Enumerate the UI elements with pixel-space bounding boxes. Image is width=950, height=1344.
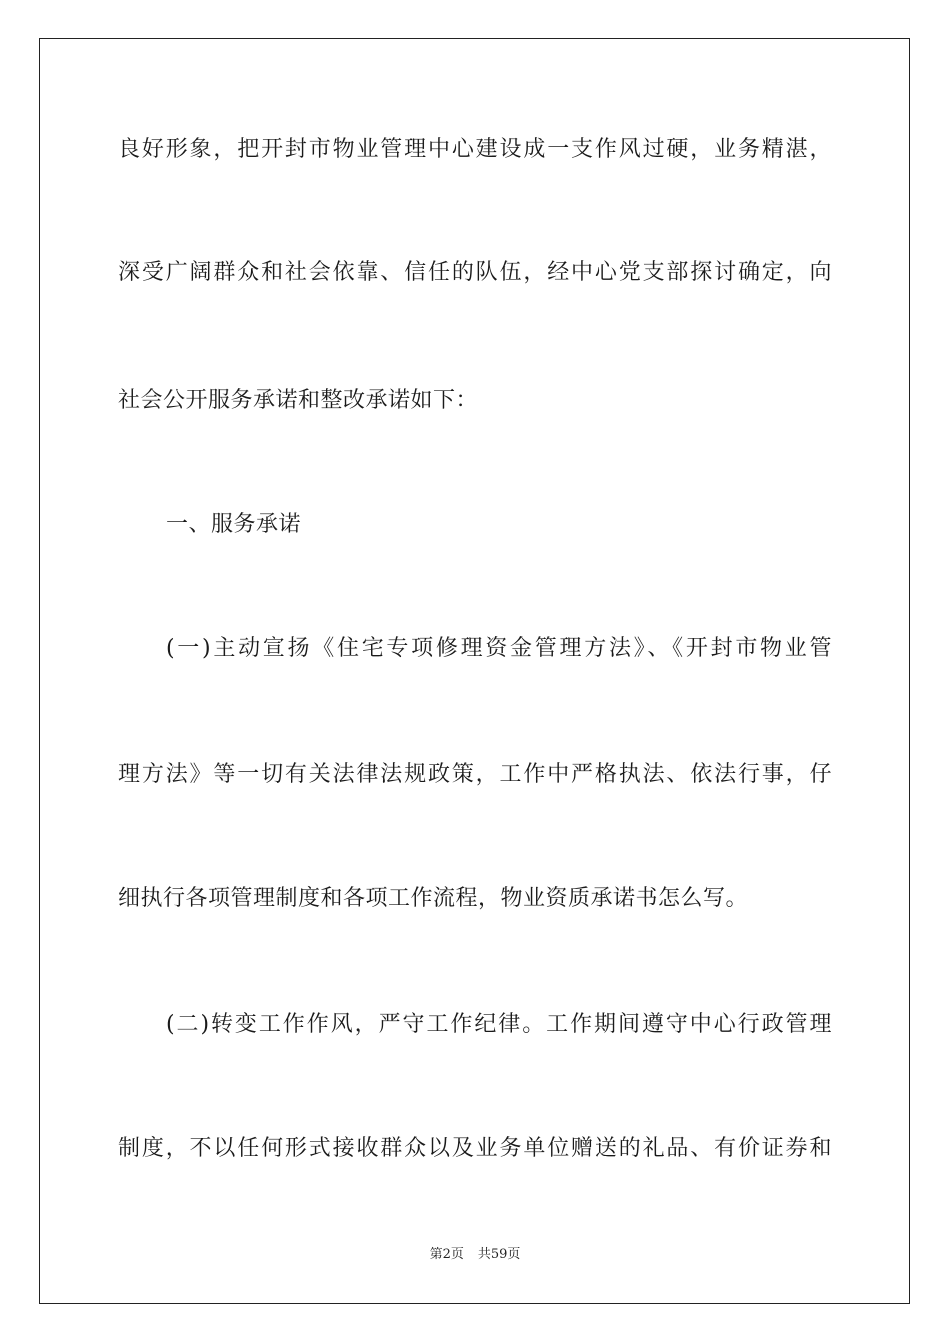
paragraph-line: 制度，不以任何形式接收群众以及业务单位赠送的礼品、有价证券和 bbox=[118, 1136, 832, 1161]
paragraph-line: 良好形象，把开封市物业管理中心建设成一支作风过硬，业务精湛， bbox=[118, 137, 832, 162]
page-border bbox=[39, 38, 910, 1304]
page-footer bbox=[0, 1246, 950, 1264]
paragraph-line: 社会公开服务承诺和整改承诺如下： bbox=[118, 388, 479, 413]
page-number: 第2页 bbox=[429, 1247, 464, 1262]
paragraph-line: (一)主动宣扬《住宅专项修理资金管理方法》、《开封市物业管 bbox=[166, 636, 832, 661]
section-heading: 一、服务承诺 bbox=[166, 512, 302, 537]
paragraph-line: 理方法》等一切有关法律法规政策，工作中严格执法、依法行事，仔 bbox=[118, 762, 832, 787]
page-total: 共59页 bbox=[477, 1247, 521, 1262]
paragraph-line: 深受广阔群众和社会依靠、信任的队伍，经中心党支部探讨确定，向 bbox=[118, 260, 832, 285]
paragraph-line: 细执行各项管理制度和各项工作流程，物业资质承诺书怎么写。 bbox=[118, 886, 749, 911]
paragraph-line: (二)转变工作作风，严守工作纪律。工作期间遵守中心行政管理 bbox=[166, 1012, 832, 1037]
